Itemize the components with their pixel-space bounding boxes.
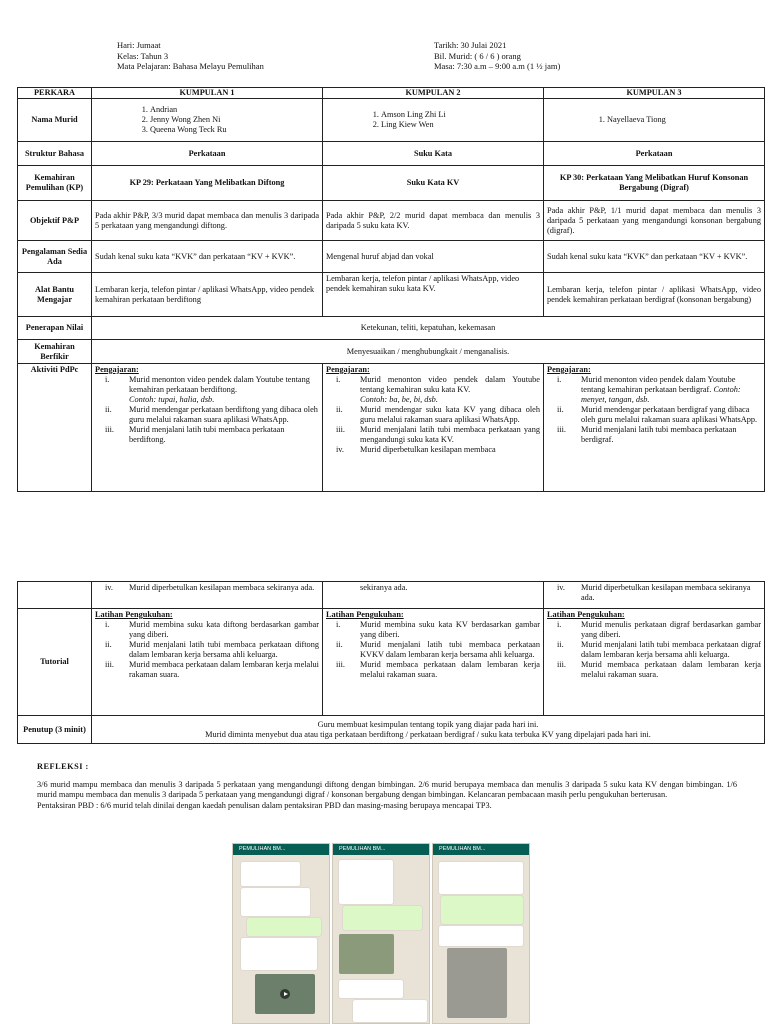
contoh-text: Contoh: tupai, halia, dsb. xyxy=(129,395,215,404)
pengalaman-k2: Mengenal huruf abjad dan vokal xyxy=(323,241,544,273)
list-item: Murid membaca perkataan dalam lembaran kerja melalui rakaman suara. xyxy=(581,660,761,679)
struktur-k2: Suku Kata xyxy=(323,142,544,166)
struktur-k3: Perkataan xyxy=(544,142,765,166)
list-item: Murid menjalani latih tubi membaca perkataan yang mengandungi suku kata KV. xyxy=(360,425,540,444)
message-bubble xyxy=(339,980,403,998)
list-item: Murid membaca perkataan dalam lembaran kerja melalui rakaman suara. xyxy=(360,660,540,679)
tutorial-k1: Latihan Pengukuhan: i. Murid membina suku kata diftong berdasarkan gambar yang diberi. ii. Murid menjalani latih tubi membaca perkataan diftong dalam lembaran kerja bersama ahli keluarga. iii. Murid membaca perkataan dalam lembaran kerja melalui rakaman suara. xyxy=(92,609,323,716)
pengajaran-heading: Pengajaran: xyxy=(95,365,139,374)
list-item: Murid menjalani latih tubi membaca perkataan berdigraf. xyxy=(581,425,737,444)
header-right xyxy=(434,40,560,72)
penutup-line-1: Guru membuat kesimpulan tentang topik yang diajar pada hari ini. xyxy=(317,719,539,729)
chat-screenshot-2 xyxy=(332,843,430,1024)
student-name: 1. Amson Ling Zhi Li xyxy=(381,110,540,120)
list-item: Murid mendengar perkataan berdiftong yang dibaca oleh guru melalui rakaman suara aplikasi WhatsApp. xyxy=(129,405,318,424)
header-left xyxy=(117,40,264,72)
aktiviti-k2: Pengajaran: i. Murid menonton video pendek dalam Youtube tentang kemahiran suku kata KV. Contoh: ba, be, bi, dsb. ii. Murid mendengar suku kata KV yang dibaca oleh guru melalui rakaman suara aplikasi WhatsApp. iii. Murid menjalani latih tubi membaca perkataan yang mengandungi suku kata KV. iv. Murid diperbetulkan kesilapan membaca xyxy=(323,364,544,492)
message-bubble xyxy=(241,862,300,886)
objektif-k3: Pada akhir P&P, 1/1 murid dapat membaca dan menulis 3 daripada 5 perkataan yang mengandungi konsonan bergabung (digraf). xyxy=(544,201,765,241)
list-item: Murid membaca perkataan dalam lembaran kerja melalui rakaman suara. xyxy=(129,660,319,679)
hari-text: Hari: Jumaat xyxy=(117,40,161,50)
tutorial-k3: Latihan Pengukuhan: i. Murid menulis perkataan digraf berdasarkan gambar yang diberi. ii. Murid menjalani latih tubi membaca perkataan digraf dalam lembaran kerja bersama ahli keluarga. iii. Murid membaca perkataan dalam lembaran kerja melalui rakaman suara. xyxy=(544,609,765,716)
message-bubble xyxy=(343,906,422,930)
refleksi-paragraph-2: Pentaksiran PBD : 6/6 murid telah dinilai dengan kaedah penulisan dalam pentaksiran PBD dan masing-masing berupaya mencapai TP3. xyxy=(37,800,492,810)
refleksi-section xyxy=(37,762,737,811)
struktur-k1: Perkataan xyxy=(92,142,323,166)
label-alat-bantu: Alat Bantu Mengajar xyxy=(18,273,92,317)
message-bubble xyxy=(441,896,523,924)
label-aktiviti: Aktiviti PdPc xyxy=(18,364,92,492)
chat-header: PEMULIHAN BM... xyxy=(433,844,529,855)
list-item: Murid menonton video pendek dalam Youtube tentang kemahiran suku kata KV. xyxy=(360,375,540,394)
label-pengalaman: Pengalaman Sedia Ada xyxy=(18,241,92,273)
list-item: Murid menulis perkataan digraf berdasarkan gambar yang diberi. xyxy=(581,620,761,639)
nama-murid-k1 xyxy=(92,99,323,142)
play-icon[interactable] xyxy=(280,989,290,999)
chat-screenshot-1 xyxy=(232,843,330,1024)
tarikh-text: Tarikh: 30 Julai 2021 xyxy=(434,40,507,50)
label-nama-murid: Nama Murid xyxy=(18,99,92,142)
latihan-heading: Latihan Pengukuhan: xyxy=(547,610,625,619)
student-name: 2. Jenny Wong Zhen Ni xyxy=(150,115,319,125)
message-bubble xyxy=(439,926,523,946)
mata-pelajaran-text: Mata Pelajaran: Bahasa Melayu Pemulihan xyxy=(117,61,264,71)
kemahiran-k3: KP 30: Perkataan Yang Melibatkan Huruf Konsonan Bergabung (Digraf) xyxy=(544,166,765,201)
bil-murid-text: Bil. Murid: ( 6 / 6 ) orang xyxy=(434,50,521,61)
kemahiran-k2: Suku Kata KV xyxy=(323,166,544,201)
worksheet-photo[interactable] xyxy=(447,948,507,1018)
alat-k2: Lembaran kerja, telefon pintar / aplikasi WhatsApp, video pendek kemahiran suku kata KV. xyxy=(323,273,544,317)
label-struktur-bahasa: Struktur Bahasa xyxy=(18,142,92,166)
kemahiran-berfikir-value: Menyesuaikan / menghubungkait / menganalisis. xyxy=(92,340,765,364)
header-kumpulan-1: KUMPULAN 1 xyxy=(92,88,323,99)
chat-header: PEMULIHAN BM... xyxy=(233,844,329,855)
aktiviti-k3: Pengajaran: i. Murid menonton video pendek dalam Youtube tentang kemahiran perkataan berdigraf. Contoh: menyet, tangan, dsb. ii. Murid mendengar perkataan berdigraf yang dibaca oleh guru melalui rakaman suara aplikasi WhatsApp. iii. Murid menjalani latih tubi membaca perkataan berdigraf. xyxy=(544,364,765,492)
penerapan-nilai-value: Ketekunan, teliti, kepatuhan, kekemasan xyxy=(92,317,765,340)
list-item: Murid mendengar perkataan berdigraf yang dibaca oleh guru melalui rakaman suara aplikasi WhatsApp. xyxy=(581,405,758,424)
whatsapp-screenshots xyxy=(232,843,530,1024)
lanjutan-k1: iv. Murid diperbetulkan kesilapan membaca sekiranya ada. xyxy=(92,582,323,609)
label-penerapan-nilai: Penerapan Nilai xyxy=(18,317,92,340)
label-kemahiran-pemulihan: Kemahiran Pemulihan (KP) xyxy=(18,166,92,201)
student-name: 1. Andrian xyxy=(150,105,319,115)
aktiviti-k1: Pengajaran: i. Murid menonton video pendek dalam Youtube tentang kemahiran perkataan berdiftong. Contoh: tupai, halia, dsb. ii. Murid mendengar perkataan berdiftong yang dibaca oleh guru melalui rakaman suara aplikasi WhatsApp. iii. Murid menjalani latih tubi membaca perkataan berdiftong. xyxy=(92,364,323,492)
kemahiran-k1: KP 29: Perkataan Yang Melibatkan Diftong xyxy=(92,166,323,201)
list-item: Murid diperbetulkan kesilapan membaca sekiranya ada. xyxy=(581,583,751,602)
list-item: Murid diperbetulkan kesilapan membaca xyxy=(360,445,496,454)
message-bubble xyxy=(241,888,310,916)
list-item: Murid menjalani latih tubi membaca perkataan digraf dalam lembaran kerja bersama ahli keluarga. xyxy=(581,640,761,659)
refleksi-paragraph-1: 3/6 murid mampu membaca dan menulis 3 daripada 5 perkataan yang mengandungi diftong dengan bimbingan. 2/6 murid berupaya membaca dan menulis 3 daripada 5 suku kata KV dengan bimbingan. 1/6 murid mampu membaca dan menulis 3 daripada 5 perkataan yang mengandungi digraf / konsonan bergabung dengan bimbingan. Kelancaran pembacaan masih perlu pengukuhan berterusan. xyxy=(37,779,737,800)
header-kumpulan-3: KUMPULAN 3 xyxy=(544,88,765,99)
image-thumbnail[interactable] xyxy=(339,934,394,974)
student-name: 1. Nayellaeva Tiong xyxy=(607,115,761,125)
alat-k1: Lembaran kerja, telefon pintar / aplikasi WhatsApp, video pendek kemahiran perkataan berdiftong xyxy=(92,273,323,317)
voice-message[interactable] xyxy=(353,1000,427,1022)
list-item: Murid mendengar suku kata KV yang dibaca oleh guru melalui rakaman suara aplikasi WhatsApp. xyxy=(360,405,540,424)
message-bubble xyxy=(241,938,317,970)
penutup-value xyxy=(92,716,765,744)
label-kemahiran-berfikir: Kemahiran Berfikir xyxy=(18,340,92,364)
objektif-k1: Pada akhir P&P, 3/3 murid dapat membaca dan menulis 3 daripada 5 perkataan yang mengandungi diftong. xyxy=(92,201,323,241)
list-item: Murid diperbetulkan kesilapan membaca sekiranya ada. xyxy=(129,583,315,592)
contoh-text: Contoh: menyet, tangan, dsb. xyxy=(581,385,741,404)
student-name: 3. Queena Wong Teck Ru xyxy=(150,125,319,135)
chat-screenshot-3 xyxy=(432,843,530,1024)
lanjutan-k3: iv. Murid diperbetulkan kesilapan membaca sekiranya ada. xyxy=(544,582,765,609)
alat-k3: Lembaran kerja, telefon pintar / aplikasi WhatsApp, video pendek kemahiran perkataan berdigraf (konsonan bergabung) xyxy=(544,273,765,317)
objektif-k2: Pada akhir P&P, 2/2 murid dapat membaca dan menulis 3 daripada 5 suku kata KV. xyxy=(323,201,544,241)
list-item: Murid menonton video pendek dalam Youtube tentang kemahiran perkataan berdigraf. xyxy=(581,375,736,394)
list-item: Murid membina suku kata diftong berdasarkan gambar yang diberi. xyxy=(129,620,319,639)
list-item: Murid menonton video pendek dalam Youtube tentang kemahiran perkataan berdiftong. xyxy=(129,375,310,394)
pengalaman-k1: Sudah kenal suku kata “KVK” dan perkataan “KV + KVK”. xyxy=(92,241,323,273)
header-kumpulan-2: KUMPULAN 2 xyxy=(323,88,544,99)
list-item: Murid membina suku kata KV berdasarkan gambar yang diberi. xyxy=(360,620,540,639)
penutup-line-2: Murid diminta menyebut dua atau tiga perkataan berdiftong / perkataan berdigraf / suku kata terbuka KV yang dipelajari pada hari ini. xyxy=(205,729,651,739)
lanjutan-k2: sekiranya ada. xyxy=(323,582,544,609)
list-item: Murid menjalani latih tubi membaca perkataan diftong dalam lembaran kerja bersama ahli keluarga. xyxy=(129,640,319,659)
lesson-plan-table-continued xyxy=(17,581,765,744)
latihan-heading: Latihan Pengukuhan: xyxy=(326,610,404,619)
student-name: 2. Ling Kiew Wen xyxy=(381,120,540,130)
header-perkara: PERKARA xyxy=(18,88,92,99)
label-tutorial: Tutorial xyxy=(18,609,92,716)
message-bubble xyxy=(339,860,393,904)
contoh-text: Contoh: ba, be, bi, dsb. xyxy=(360,395,438,404)
pengajaran-heading: Pengajaran: xyxy=(326,365,370,374)
latihan-heading: Latihan Pengukuhan: xyxy=(95,610,173,619)
empty-label-cell xyxy=(18,582,92,609)
message-bubble xyxy=(247,918,321,936)
label-objektif: Objektif P&P xyxy=(18,201,92,241)
pengajaran-heading: Pengajaran: xyxy=(547,365,591,374)
refleksi-title: REFLEKSI : xyxy=(37,762,89,771)
tutorial-k2: Latihan Pengukuhan: i. Murid membina suku kata KV berdasarkan gambar yang diberi. ii. Murid menjalani latih tubi membaca perkataan KVKV dalam lembaran kerja bersama ahli keluarga. iii. Murid membaca perkataan dalam lembaran kerja melalui rakaman suara. xyxy=(323,609,544,716)
nama-murid-k3 xyxy=(544,99,765,142)
lesson-plan-table xyxy=(17,87,765,492)
nama-murid-k2 xyxy=(323,99,544,142)
masa-text: Masa: 7:30 a.m – 9:00 a.m (1 ½ jam) xyxy=(434,61,561,71)
list-item: Murid menjalani latih tubi membaca perkataan KVKV dalam lembaran kerja bersama ahli keluarga. xyxy=(360,640,540,659)
message-bubble xyxy=(439,862,523,894)
kelas-text: Kelas: Tahun 3 xyxy=(117,50,169,61)
chat-header: PEMULIHAN BM... xyxy=(333,844,429,855)
label-penutup: Penutup (3 minit) xyxy=(18,716,92,744)
list-item: Murid menjalani latih tubi membaca perkataan berdiftong. xyxy=(129,425,285,444)
pengalaman-k3: Sudah kenal suku kata “KVK” dan perkataan “KV + KVK”. xyxy=(544,241,765,273)
